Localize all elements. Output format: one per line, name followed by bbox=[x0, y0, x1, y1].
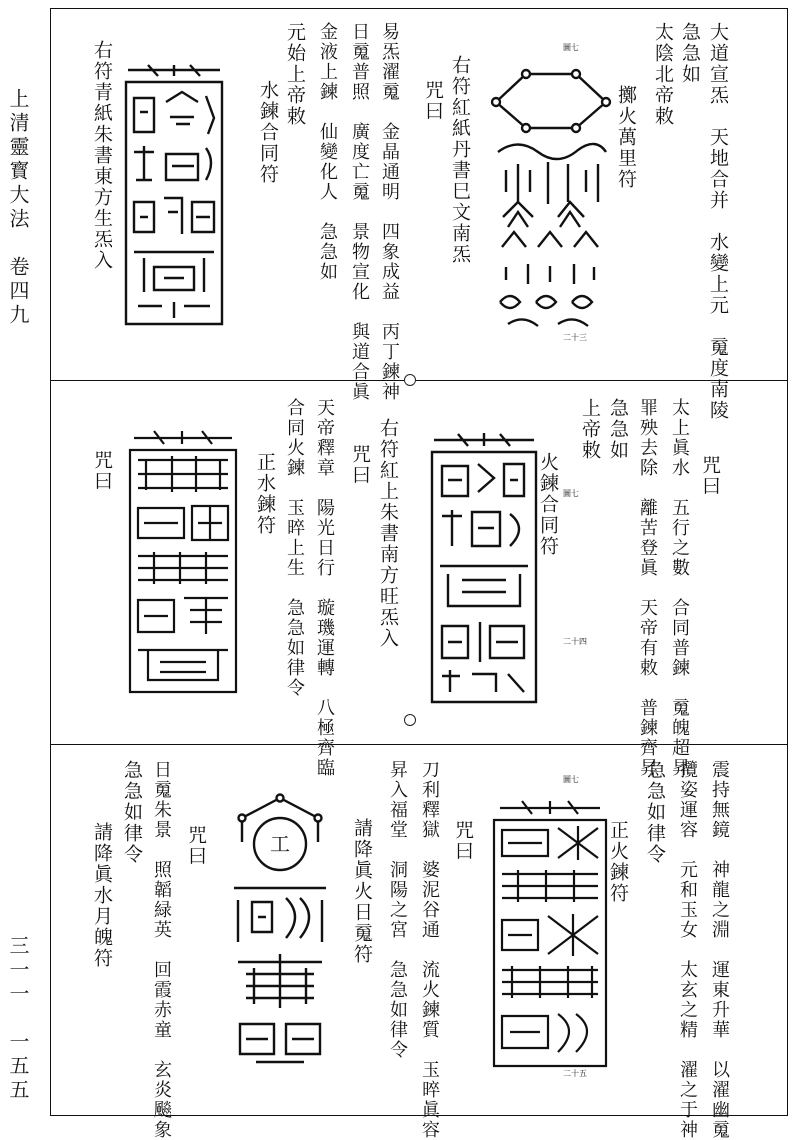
talisman-name: 正水鍊符 bbox=[254, 452, 276, 536]
figure-number: 二十三 bbox=[563, 333, 587, 342]
talisman-name: 請降眞水月魄符 bbox=[91, 822, 113, 969]
text-column: 金液上鍊 仙變化人 急急如 bbox=[317, 22, 338, 282]
figure-mark: 圖七 bbox=[563, 775, 579, 784]
text-column: 右符紅上朱書南方旺炁入 bbox=[377, 418, 399, 649]
talisman-fire-sun-soul bbox=[226, 792, 334, 1072]
figure-mark: 圖七 bbox=[563, 489, 579, 498]
band-divider-1 bbox=[50, 380, 788, 381]
text-column: 右符青紙朱書東方生炁入 bbox=[91, 40, 113, 271]
text-column: 急急如 bbox=[607, 398, 629, 461]
binding-ring bbox=[404, 374, 416, 386]
talisman-name: 擲火萬里符 bbox=[615, 85, 637, 190]
binding-ring bbox=[404, 714, 416, 726]
talisman-center-glyph: 工 bbox=[270, 832, 290, 856]
text-column: 日䰟朱景 照韜緑英 回霞赤童 玄炎飈象 bbox=[151, 760, 172, 1140]
figure-mark: 圖七 bbox=[563, 43, 579, 52]
talisman-water-correct bbox=[124, 428, 242, 700]
talisman-fire-correct bbox=[488, 798, 612, 1074]
figure-number: 二十五 bbox=[563, 1069, 587, 1078]
chant-label: 咒曰 bbox=[422, 80, 444, 122]
text-column: 震持無鏡 神龍之淵 運東升華 以濯幽䰟 bbox=[709, 760, 730, 1140]
text-column: 罪殃去除 離苦登眞 天帝有敕 普鍊齊昇 bbox=[637, 398, 658, 778]
chant-label: 咒曰 bbox=[349, 444, 371, 486]
chant-label: 咒曰 bbox=[452, 820, 474, 862]
chant-label: 咒曰 bbox=[699, 455, 721, 497]
chant-label: 咒曰 bbox=[91, 450, 113, 492]
talisman-name: 正火鍊符 bbox=[607, 820, 629, 904]
text-column: 太上眞水 五行之數 合同普鍊 䰟魄超昇 bbox=[669, 398, 690, 778]
text-column: 太陰北帝敕 bbox=[652, 22, 674, 127]
talisman-fire-figure bbox=[488, 52, 614, 337]
text-column: 上帝敕 bbox=[579, 398, 601, 461]
text-column: 昇入福堂 洞陽之宮 急急如律令 bbox=[387, 760, 408, 1060]
talisman-name: 請降眞火日䰟符 bbox=[351, 818, 373, 965]
text-column: 攬姿運容 元和玉女 太玄之精 濯之于神 bbox=[677, 760, 698, 1140]
talisman-water-merge bbox=[118, 62, 230, 332]
talisman-fire-merge bbox=[424, 430, 544, 710]
talisman-name: 水鍊合同符 bbox=[257, 80, 279, 185]
text-column: 日䰟普照 廣度亡䰟 景物宣化 與道合眞 bbox=[349, 22, 370, 402]
chant-label: 咒曰 bbox=[185, 825, 207, 867]
text-column: 急急如律令 bbox=[644, 760, 666, 865]
figure-number: 二十四 bbox=[563, 637, 587, 646]
page-number-margin: 三一一 一五五 bbox=[6, 935, 30, 1103]
text-column: 急急如律令 bbox=[121, 760, 143, 865]
text-column: 合同火鍊 玉晬上生 急急如律令 bbox=[284, 398, 305, 698]
text-column: 大道宣炁 天地合并 水變上元 䰟度南陵 bbox=[707, 22, 729, 421]
text-column: 右符紅紙丹書巳文南炁 bbox=[449, 55, 471, 265]
text-column: 元始上帝敕 bbox=[284, 22, 306, 127]
book-title-margin: 上清靈寳大法 卷四九 bbox=[6, 88, 30, 328]
text-column: 刀利釋獄 婆泥谷通 流火鍊質 玉晬眞容 bbox=[419, 760, 440, 1140]
text-column: 易炁濯䰟 金晶通明 四象成益 丙丁鍊神 bbox=[379, 22, 400, 402]
text-column: 天帝釋章 陽光日行 璇璣運轉 八極齊臨 bbox=[314, 398, 335, 778]
talisman-name: 火鍊合同符 bbox=[537, 452, 559, 557]
text-column: 急急如 bbox=[679, 22, 701, 85]
